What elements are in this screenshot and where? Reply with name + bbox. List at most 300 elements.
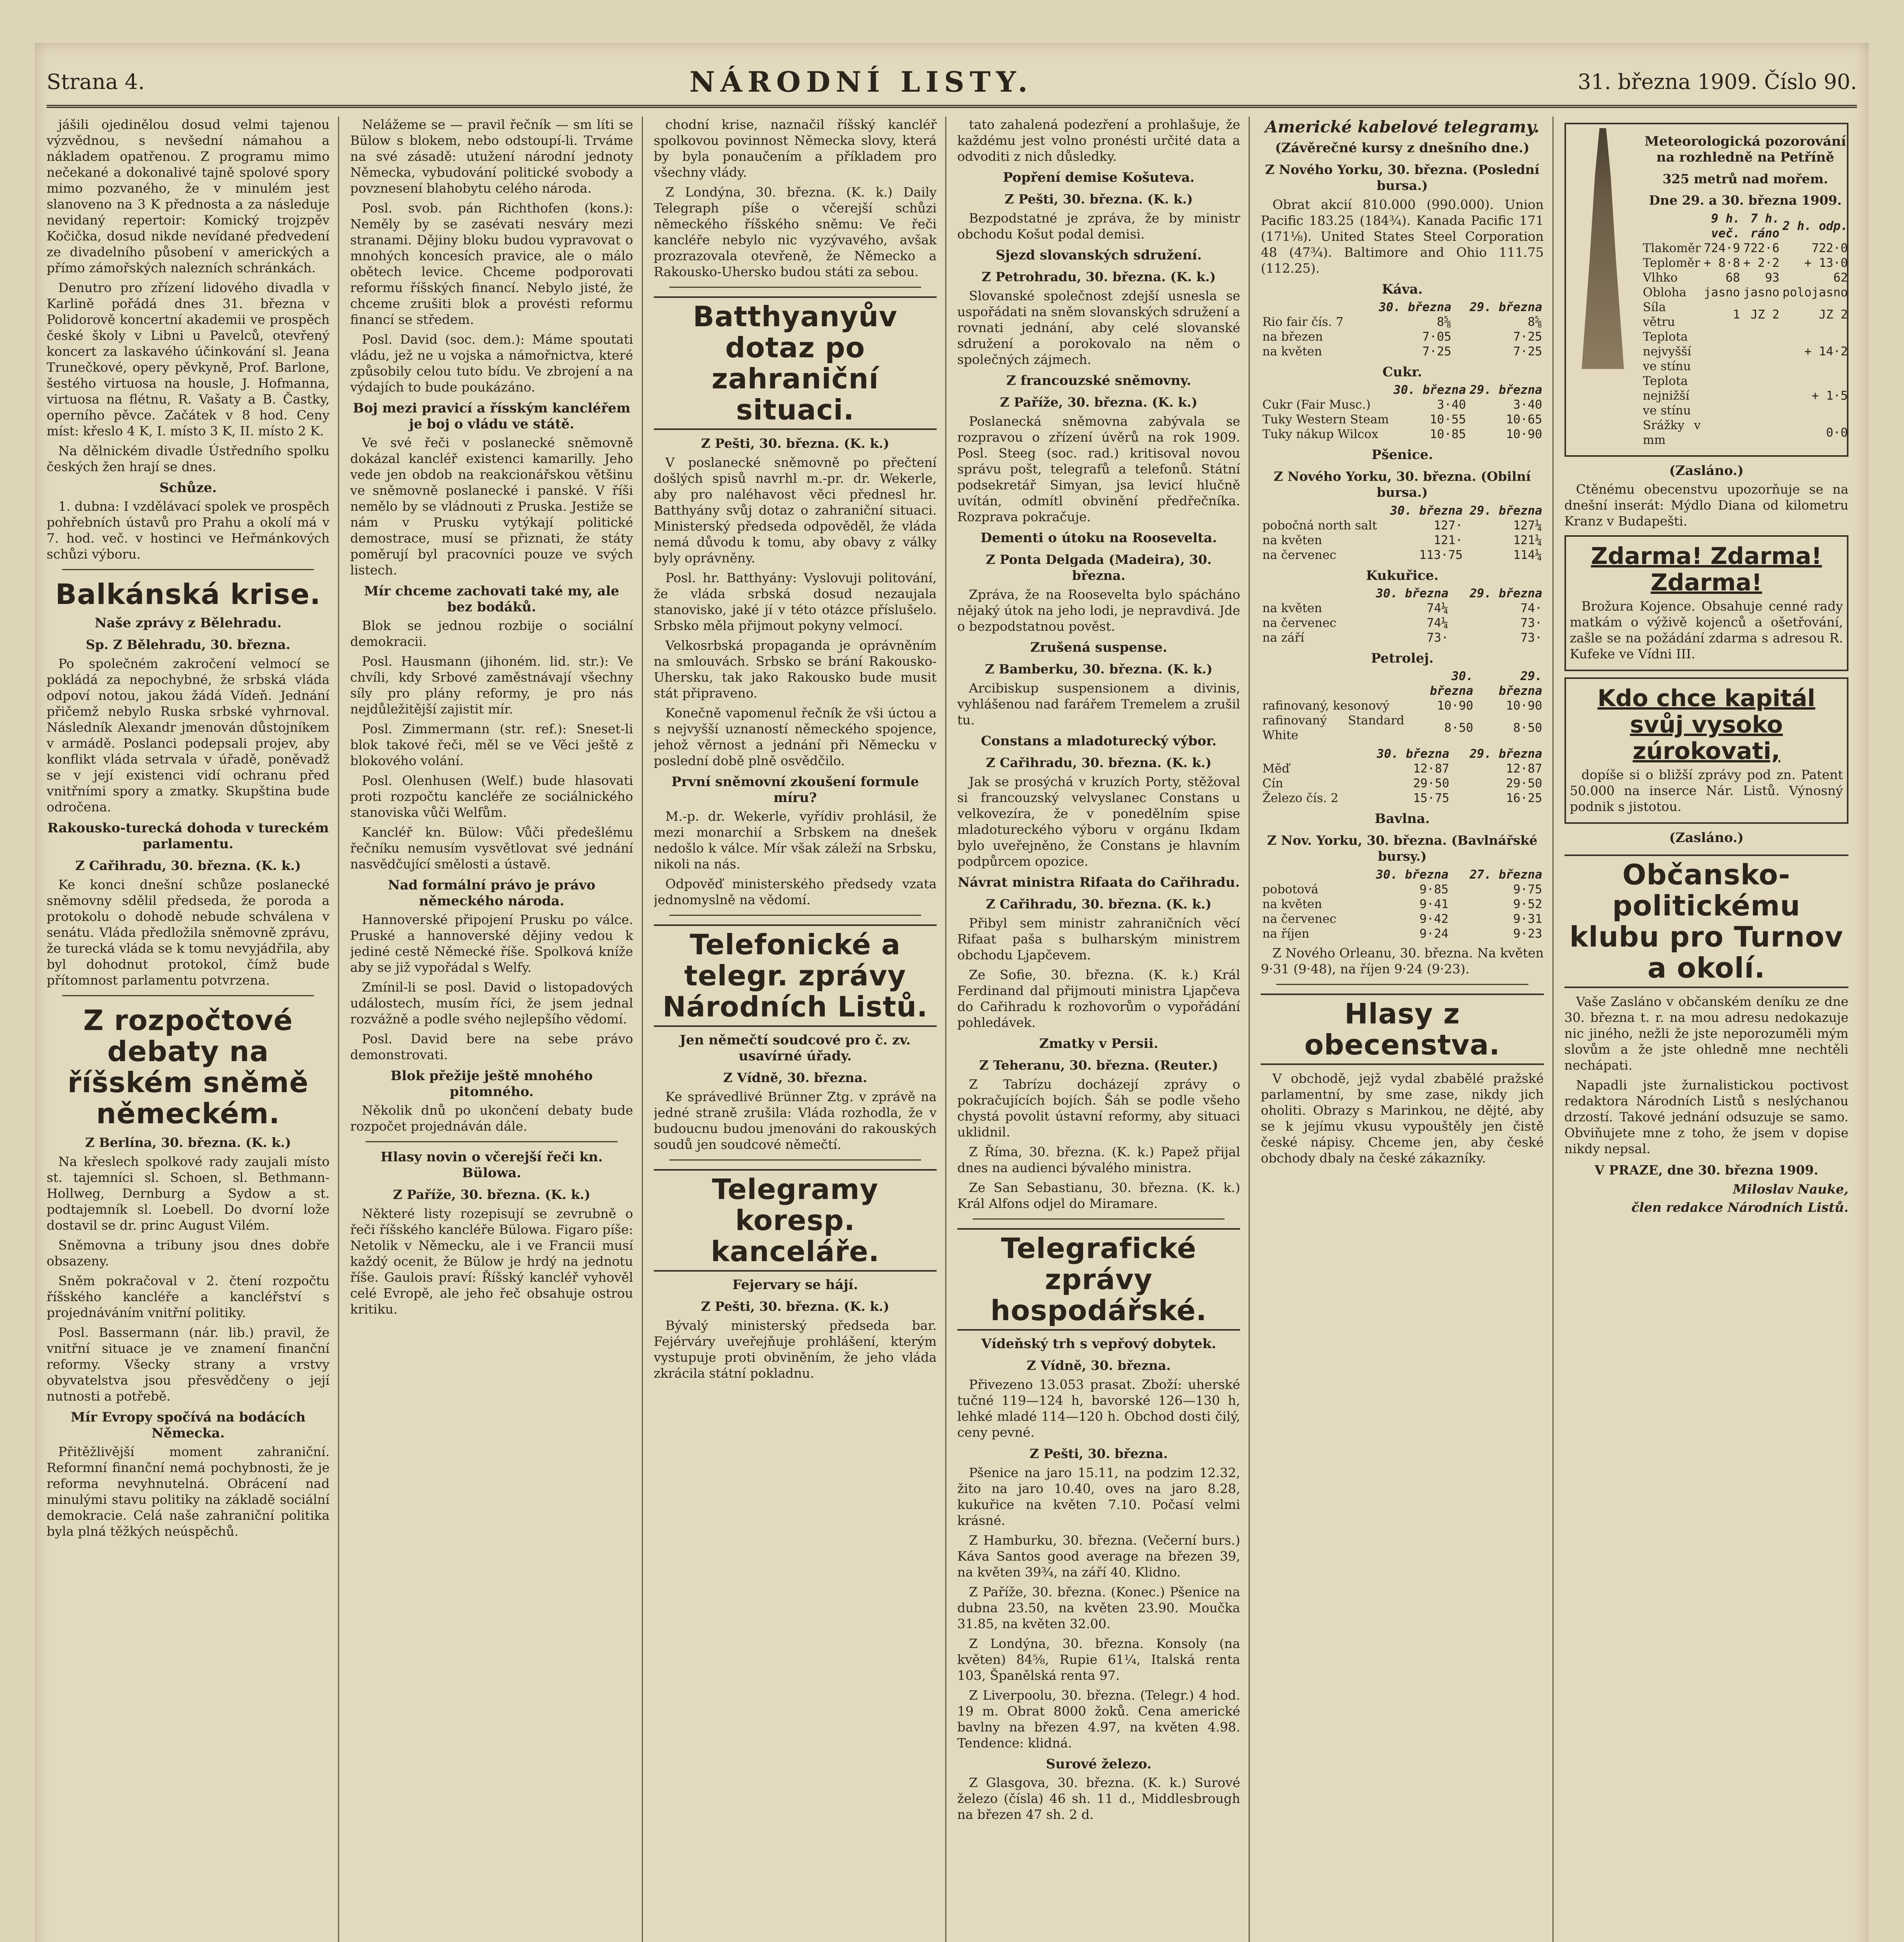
article-paragraph: V obchodě, jejž vydal zbabělé pražské parlamentní, by sme zase, nikdy jich oholiti. Obrazy s Marinkou, ne dějté, aby se k jejímu vkusu vypouštěly jen čistě české nápisy. Chceme jen, aby české obchody dbaly na české zákazníky. [1261,1071,1544,1166]
subheading: První sněmovní zkoušení formule míru? [671,774,919,806]
table-cell: 29. března [1470,383,1542,397]
article-paragraph: Přibyl sem ministr zahraničních věcí Rifaat paša s bulharským ministrem obchodu Ljapčevem. [957,915,1240,962]
table-row-label: Srážky v mm [1643,418,1701,447]
article-paragraph: Po společném zakročení velmocí se pokládá za nepochybné, že srbská vláda odpoví notou, jakou žádá Vídeň. Jednání přičemž nebylo Ruska srbské vyhrnoval. Následník Alexandr jmenován důstojníkem v armádě. Poslanci podepsali projev, aby konflikt vláda setrvala v úřadě, poněvadž se v její existenci vidí ochranu před vnitřními spory a zmatky. Skupština bude odročena. [47,656,330,814]
table-cell: 62 [1833,271,1848,285]
article-paragraph: Odpověď ministerského předsedy vzata jednomyslně na vědomí. [653,876,937,907]
zaslano-heading: (Zasláno.) [1669,463,1744,479]
table-row-label: Měď [1262,762,1290,776]
table-row-label: na říjen [1262,927,1310,941]
table-cell: 10·65 [1506,412,1542,426]
headline-obcansko-politicky-klub: Občansko-politickému klubu pro Turnov a okolí. [1564,854,1848,988]
article-paragraph: Ve své řeči v poslanecké sněmovně dokázal kancléř existenci kamarilly. Jeho vede jen obdob na reakcionářskou většinu ve sněmovně poslanecké i panské. V říši nemělo by se vládnouti z Pruska. Jestiže se nám v Prusku vytýkají politické demostrace, musí se přiznati, že státy poměrují byl pracovníci pouze ve svých listech. [350,435,633,578]
article-paragraph: tato zahalená podezření a prohlašuje, že každému jest volno pronésti určité data a odvoditi z nich důsledky. [957,117,1240,164]
table-row [1261,344,1543,359]
article-paragraph: Posl. Olenhusen (Welf.) bude hlasovati proti rozpočtu kancléře ze sociálnického stanoviska vůči Welfům. [350,773,633,820]
headline-hospodarske: Telegrafické zprávy hospodářské. [957,1228,1240,1331]
issue-date: 31. března 1909. Číslo 90. [1578,69,1857,94]
dateline: Z Berlína, 30. března. (K. k.) [85,1135,291,1150]
table-row-label: na září [1262,631,1305,645]
dateline: Z Pešti, 30. března. (K. k.) [701,1299,890,1314]
table-cell: 29. března [1470,747,1542,761]
column-1 [47,117,339,1942]
table-cell: 7 h. ráno [1750,212,1780,240]
table-cell: + 2·2 [1743,256,1780,270]
table-heading: Bavlna. [1374,811,1430,827]
table-cell: 74¼ [1427,601,1449,615]
article-paragraph: Bývalý ministerský předseda bar. Fejérváry uveřejňuje prohlášení, kterým vystupuje proti obviněním, že jeho vláda zkrácila státní pokladnu. [653,1318,937,1381]
sugar-table [1261,383,1543,442]
dateline: Z Teheranu, 30. března. (Reuter.) [979,1058,1218,1073]
article-paragraph: Přitěžlivější moment zahraniční. Reformní finanční nemá pochybnosti, že je reforma nevyhnutelná. Obrácení nad minulými stavu politiky na základě sociální demokracie. Celá naše zahraniční politika byla plná těžkých neúspěchů. [47,1444,330,1539]
article-intro: jášili ojedinělou dosud velmi tajenou výzvědnou, s nevšední námahou a nákladem opatřenou. Z programu mimo nečekané a dokonalivé tajně spolové spory mimo pozvaného, že v minulém jest slanoveno na 3 K přednosta a za následuje nevidaný repertoir: Komický trojzpěv Kočička, dosud nikde nevídané předvedení ze divadelního působení v amerických a přímo zámořských nalezních schránkách. [47,117,330,275]
article-paragraph: Zpráva, že na Roosevelta bylo spácháno nějaký útok na jeho lodi, je nepravdivá. Jde o bezpodstatnou pověst. [957,587,1240,634]
table-row [1261,412,1543,427]
dateline: Z Bamberku, 30. března. (K. k.) [985,661,1213,677]
meteorology-box [1564,123,1848,457]
table-cell: 73· [1520,616,1542,630]
table-cell: 10·90 [1506,427,1542,441]
table-row [1641,241,1850,256]
table-cell: 114¼ [1513,548,1542,562]
article-paragraph: Denutro pro zřízení lidového divadla v Karlině pořádá dnes 31. března v Polidorově koncertní akademii ve prospěch české školy v Libni u Pavelců, otevřený koncert za laskavého účinkování sl. Jeana Trunečkové, opery pěvkyně, Prof. Barlone, šestého virtuosa na housle, J. Hofmanna, virtuosa na flétnu, R. Vašaty a B. Častky, operního pěvce. Začátek v 8 hod. Ceny míst: křeslo 4 K, I. místo 3 K, II. místo 2 K. [47,280,330,439]
table-row [1261,926,1543,941]
table-header-row [1261,300,1543,315]
table-row-label: na červenec [1262,548,1336,562]
cotton-table [1261,867,1543,941]
table-row [1261,548,1543,562]
table-cell: 9·24 [1419,927,1449,941]
table-cell: 9 h. več. [1711,212,1740,240]
table-cell: 7·05 [1422,330,1451,344]
table-cell: 29. března [1470,300,1542,314]
article-paragraph: Na dělnickém divadle Ústředního spolku českých žen hrají se dnes. [47,443,330,474]
subheading: Zmatky v Persii. [1039,1036,1158,1051]
table-row [1641,329,1850,374]
table-row-label: Síla větru [1643,300,1675,329]
table-row-label: na červenec [1262,912,1336,926]
table-cell: jasno [1704,285,1740,299]
masthead [47,58,1857,108]
table-cell: 121¼ [1513,533,1542,547]
table-cell: 3·40 [1437,398,1466,412]
table-heading: Petrolej. [1371,651,1434,666]
advertisement-kojenec [1564,535,1848,671]
table-row [1641,300,1850,329]
subheading: (Závěrečné kursy z dnešního dne.) [1275,140,1529,156]
article-paragraph: Posl. svob. pán Richthofen (kons.): Neměly by se zasévati nesváry mezi stranami. Dějiny bloku budou vypravovat o mnohých koncesích pravice, ale o málo obětech levice. Chceme podporovati reformu říšských financí. Nebylo jisté, že chceme zrušiti blok a provésti reformu financí se středem. [350,200,633,327]
table-cell [1742,329,1781,374]
table-cell: 74¼ [1427,616,1449,630]
table-cell: 10·90 [1437,699,1474,713]
coffee-table [1261,300,1543,359]
column-6 [1564,117,1857,1942]
table-cell: 10·55 [1430,412,1466,426]
dateline: Z Pešti, 30. března. (K. k.) [1004,191,1193,207]
article-paragraph: Na křeslech spolkové rady zaujali místo st. tajemníci sl. Schoen, sl. Bethmann-Hollweg, Dernburg a Sydow a st. podtajemník sl. Loebell. Do dvorní lože dostavil se dr. princ August Vilém. [47,1154,330,1233]
subheading: Z francouzské sněmovny. [1006,373,1192,388]
column-4 [957,117,1250,1942]
table-row-label [1261,867,1356,882]
article-paragraph: Pšenice na jaro 15.11, na podzim 12.32, žito na jaro 10.40, oves na jaro 8.28, kukuřice na květen 7.10. Počasí velmi krásné. [957,1465,1240,1528]
article-paragraph: Přivezeno 13.053 prasat. Zboží: uherské tučné 119—124 h, bavorské 126—130 h, lehké mladé 114—120 h. Obchod dosti čilý, ceny pevné. [957,1377,1240,1440]
dateline: Z Cařihradu, 30. března. (K. k.) [75,858,301,873]
table-cell: JZ 2 [1819,308,1848,322]
dateline: Z Ponta Delgada (Madeira), 30. března. [986,552,1212,583]
table-cell [1702,374,1742,418]
table-row-label [1261,669,1406,698]
table-row [1261,518,1543,533]
table-cell: 73· [1427,631,1449,645]
article-paragraph: M.-p. dr. Wekerle, vyřídiv prohlásil, že mezi monarchií a Srbskem na dnešek nedošlo k válce. Mír však záleží na Srbsku, nikoli na nás. [653,809,937,872]
table-cell: 9·31 [1513,912,1542,926]
article-paragraph: Z Paříže, 30. března. (Konec.) Pšenice na dubna 23.50, na květen 23.90. Moučka 31.85, na květen 32.00. [957,1584,1240,1631]
table-row-label: Teplota nejvyšší ve stínu [1643,330,1691,373]
table-cell: 8·50 [1513,721,1542,735]
table-cell: 15·75 [1413,791,1449,805]
market-values: Obrat akcií 810.000 (990.000). Union Pacific 183.25 (184¾). Kanada Pacific 171 (171⅛). United States Steel Corporation 48 (47¾). Baltimore and Ohio 111.75 (112.25). [1261,197,1544,276]
table-cell: 113·75 [1419,548,1463,562]
divider [62,995,314,996]
subheading: Fejervary se hájí. [732,1277,858,1293]
article-paragraph: Zmínil-li se posl. David o listopadových událostech, musím říci, že jsem jednal rozvážně a podle svého nejlepšího vědomí. [350,980,633,1027]
table-cell: 121· [1434,533,1463,547]
table-row [1261,616,1543,630]
subheading: Sjezd slovanských sdružení. [995,247,1202,263]
article-paragraph: Posl. Zimmermann (str. ref.): Sneset-li blok takové řeči, měl se ve Věci ještě z blokového volání. [350,721,633,768]
table-row-label: na květen [1262,897,1322,911]
table-row-label: na květen [1262,533,1322,547]
table-cell: 9·42 [1419,912,1449,926]
article-paragraph: Sněmovna a tribuny jsou dnes dobře obsazeny. [47,1237,330,1269]
table-row [1261,776,1543,791]
table-row-label: na březen [1262,330,1323,344]
table-cell: 722·0 [1812,241,1848,255]
table-cell: 7·25 [1513,345,1542,358]
table-heading: Káva. [1381,282,1423,297]
table-row [1641,256,1850,270]
table-cell: 9·41 [1419,897,1449,911]
dateline: Z Pešti, 30. března. [1030,1446,1168,1461]
table-cell: 7·25 [1513,330,1542,344]
table-cell: 27. března [1470,868,1542,882]
table-cell: 30. března [1390,504,1463,518]
table-row-label: Teploměr [1643,256,1700,270]
subheading: Surové železo. [1046,1756,1152,1772]
headline-rozpoctove: Z rozpočtové debaty na říšském sněmě německém. [67,1004,309,1130]
table-cell: 30. března [1376,586,1449,600]
subheading: Blok přežije ještě mnohého pitomného. [390,1068,593,1100]
article-paragraph: Několik dnů po ukončení debaty bude rozpočet projednáván dále. [350,1103,633,1134]
table-row-label: Tlakoměr [1643,241,1701,255]
subheading: Mír chceme zachovati také my, ale bez bodáků. [364,583,619,615]
article-paragraph: Hannoverské připojení Prusku po válce. Pruské a hannoverské dějiny vedou k jediné cestě Německé říše. Spolková kníže aby se již vypořádal s Welfy. [350,912,633,975]
article-paragraph: Posl. David (soc. dem.): Máme spoutati vládu, jež ne u vojska a námořnictva, které způsobily celou tuto bídu. Ve zbrojení a na výdajích to bude poukázáno. [350,332,633,395]
table-heading: Kukuřice. [1366,568,1439,583]
petrin-tower-illustration [1570,128,1636,369]
table-cell: 9·23 [1513,927,1542,941]
table-header-row [1261,669,1543,698]
ad-text: Brožura Kojence. Obsahuje cenné rady matkám o výživě kojenců a ošetřování, zašle se na požádání zdarma s adresou R. Kufeke ve Vídni III. [1570,599,1843,661]
headline-batthyany: Batthyanyův dotaz po zahraniční situaci. [654,296,937,430]
article-paragraph: Slovanské společnost zdejší usnesla se uspořádati na sněm slovanských sdružení a rovnati jednání, aby celé slovanské sdružení a porokovalo na něm o společných zájmech. [957,288,1240,367]
ad-heading: Zdarma! Zdarma! Zdarma! [1590,543,1822,596]
table-cell: 29. března [1470,586,1542,600]
headline-telefonicke: Telefonické a telegr. zprávy Národních Listů. [654,924,937,1027]
table-cell: 29·50 [1506,776,1542,790]
table-row-label: Tuky nákup Wilcox [1262,427,1378,441]
article-paragraph: Napadli jste žurnalistickou poctivost redaktora Národních Listů s neslýchanou drzostí. Takové jednání odsuzuje se samo. Obviňujete mne z toho, že jsem v dopise nikdy nepsal. [1564,1077,1848,1156]
table-cell: 1 [1733,308,1740,322]
table-row-label [1261,747,1358,761]
table-cell: 12·87 [1413,762,1449,776]
meteorology-content [1641,128,1850,451]
table-cell: 724·9 [1704,241,1740,255]
table-row [1261,427,1543,442]
table-row-label: Cín [1262,776,1283,790]
table-row-label: pobočná north salt [1262,519,1377,532]
table-cell: 10·90 [1506,699,1542,713]
subheading: Hlasy novin o včerejší řeči kn. Bülowa. [380,1149,603,1181]
dateline: Z Pešti, 30. března. (K. k.) [701,436,890,451]
advertisement-kapital [1564,677,1848,824]
table-cell: JZ 2 [1750,308,1780,322]
article-paragraph: Velkosrbská propaganda je oprávněním na smlouvách. Srbsko se brání Rakousko-Uhersku, tak jako Rakousko bude musit stát připraveno. [653,638,937,701]
table-cell: 29. března [1498,669,1542,698]
column-5 [1261,117,1553,1942]
meteorology-subheading: 325 metrů nad mořem. [1662,171,1828,186]
table-cell: 8⅝ [1528,315,1542,329]
article-paragraph: Vaše Zasláno v občanském deníku ze dne 30. března t. r. na mou adresu nedokazuje nic jiného, nežli že jste neporozuměli mým slovům a že jste ohledně mne nechtěli nechápati. [1564,994,1848,1073]
ad-heading: Kdo chce kapitál svůj vysoko zúrokovati, [1597,685,1815,765]
article-paragraph: Z Liverpoolu, 30. března. (Telegr.) 4 hod. 19 m. Obrat 8000 žoků. Cena americké bavlny na březen 4.97, na květen 4.98. Tendence: klidná. [957,1688,1240,1751]
signature-title: člen redakce Národních Listů. [1631,1200,1848,1215]
dateline: Z Paříže, 30. března. (K. k.) [393,1187,591,1202]
columns [47,117,1857,1942]
headline-hlasy: Hlasy z obecenstva. [1261,994,1543,1065]
petroleum-table [1261,669,1543,743]
dateline: Z Cařihradu, 30. března. (K. k.) [986,755,1212,770]
article-paragraph: Ze Sofie, 30. března. (K. k.) Král Ferdinand dal přijmouti ministra Ljapčeva do Cařihradu k rozhovorům o vypořádání pohledávek. [957,967,1240,1030]
dateline: Sp. Z Bělehradu, 30. března. [85,637,291,652]
article-paragraph: chodní krise, naznačil říšský kancléř spolkovou povinnost Německa slovy, která by byla ponaučením a příkladem pro všechny vlády. [653,117,937,180]
article-paragraph: Nelážeme se — pravil řečník — sm líti se Bülow s blokem, nebo odstoupí-li. Trváme na své zásadě: utužení národní jednoty Německa, vybudování politické svobody a povznesení blahobytu celého národa. [350,117,633,196]
table-row [1641,374,1850,418]
table-header-row [1261,383,1543,397]
meteorology-date: Dne 29. a 30. března 1909. [1649,193,1842,208]
article-paragraph: Z Nového Orleanu, 30. března. Na květen 9·31 (9·48), na říjen 9·24 (9·23). [1261,945,1544,976]
table-cell: 10·85 [1430,427,1466,441]
table-row-label [1261,300,1362,315]
table-row [1261,630,1543,645]
table-row [1641,285,1850,300]
table-row-label: Vlhko [1643,271,1678,285]
table-row [1261,912,1543,926]
divider [62,569,314,570]
divider [669,1159,921,1161]
table-row [1261,791,1543,806]
subheading: Boj mezi pravicí a řísským kancléřem je boj o vládu ve státě. [353,400,631,432]
article-paragraph: Ze San Sebastianu, 30. března. (K. k.) Král Alfons odjel do Miramare. [957,1180,1240,1211]
table-row [1641,418,1850,447]
article-paragraph: Z Hamburku, 30. března. (Večerní burs.) Káva Santos good average na březen 39, na květen 39¾, na září 40. Klidno. [957,1533,1240,1580]
article-paragraph: Ctěnému obecenstvu upozorňuje se na dnešní inserát: Mýdlo Diana od kilometru Kranz v Budapešti. [1564,482,1848,529]
table-cell: + 1·5 [1812,389,1848,403]
table-row-label: na červenec [1262,616,1336,630]
table-cell: 722·6 [1743,241,1780,255]
dateline: Z Nového Yorku, 30. března. (Poslední bursa.) [1265,162,1540,193]
subheading: Dementi o útoku na Roosevelta. [980,530,1217,546]
table-row [1261,329,1543,344]
article-paragraph: Z Londýna, 30. března. Konsoly (na květen) 84⅝, Rupie 61¼, Italská renta 103, Španělská renta 97. [957,1636,1240,1683]
table-row-label [1641,211,1702,241]
table-cell: 29·50 [1413,776,1449,790]
table-heading: Cukr. [1382,364,1422,380]
article-paragraph: Posl. David bere na sebe právo demonstrovati. [350,1031,633,1062]
table-header-row [1641,211,1850,241]
table-row [1261,713,1543,743]
subheading: Mír Evropy spočívá na bodácích Německa. [70,1410,306,1441]
table-cell [1742,374,1781,418]
table-row-label: Rio fair čís. 7 [1262,315,1344,329]
table-cell: 127· [1434,519,1463,532]
table-row-label [1261,503,1385,518]
subheading: Vídeňský trh s vepřový dobytek. [981,1336,1216,1352]
dateline: V PRAZE, dne 30. března 1909. [1594,1162,1819,1178]
dateline: Z Cařihradu, 30. března. (K. k.) [986,896,1212,912]
article-paragraph: Z Londýna, 30. března. (K. k.) Daily Telegraph píše o včerejší schůzi německého říšského sněmu: Ve řeči kancléře nebylo nic vyzývavého, avšak prozrazovala otevřeně, že Německo a Rakousko-Uhersko budou státi za sebou. [653,184,937,279]
table-row-label: rafinovaný, kesonový [1262,699,1390,713]
article-paragraph: Posl. Bassermann (nár. lib.) pravil, že vnitřní situace je ve znamení finanční reformy. Všecky strany a vrstvy obyvatelstva jsou přesvědčeny o její nutnosti a potřebě. [47,1325,330,1404]
table-cell: 30. března [1430,669,1474,698]
table-cell: 30. března [1376,868,1449,882]
article-paragraph: Bezpodstatné je zpráva, že by ministr obchodu Košut podal demisi. [957,211,1240,242]
table-header-row [1261,586,1543,601]
zaslano-heading: (Zasláno.) [1669,830,1744,846]
table-row [1261,761,1543,776]
article-paragraph: Sněm pokračoval v 2. čtení rozpočtu říšského kancléře a kancléřství s projednáváním vnitřní politiky. [47,1273,330,1320]
table-cell: 74· [1520,601,1542,615]
wheat-table [1261,503,1543,562]
section-heading-schuze: Schůze. [159,480,217,496]
subheading: Zrušená suspense. [1030,640,1167,655]
table-row [1261,315,1543,329]
table-row [1261,698,1543,713]
subheading: Constans a mladoturecký výbor. [981,733,1217,749]
table-cell: 73· [1520,631,1542,645]
divider [973,1218,1225,1220]
headline-balkan: Balkánská krise. [55,578,321,611]
column-2 [350,117,643,1942]
table-row-label: Tuky Western Steam [1262,412,1389,426]
subheading: Jen němečtí soudcové pro č. zv. usavírné úřady. [679,1032,911,1064]
table-cell: 0·0 [1826,426,1848,440]
table-row [1261,533,1543,548]
table-cell [1702,329,1742,374]
table-cell: 68 [1725,271,1740,285]
table-header-row [1261,503,1543,518]
market-heading: Americké kabelové telegramy. [1265,117,1540,136]
newspaper-title: NÁRODNÍ LISTY. [689,65,1033,98]
page-number: Strana 4. [47,69,145,94]
article-paragraph: Některé listy rozepisují se zevrubně o řeči říšského kancléře Bülowa. Figaro píše: Netolik v Německu, ale i ve Francii musí každý ocenit, že Bülow je hrdý na jednotu říše. Gaulois praví: Říšský kancléř vyhověl celé Evropě, ale jeho řeč obsahuje ostrou kritiku. [350,1206,633,1317]
article-paragraph: Poslanecká sněmovna zabývala se rozpravou o zřízení úvěrů na rok 1909. Posl. Steeg (soc. rad.) kritisoval novou správu pošt, telegrafů a telefonů. Státní podsekretář Simyan, jsa levicí hlučně uvítán, odmítl obvinění předřečníka. Rozprava pokračuje. [957,414,1240,524]
article-paragraph: Blok se jednou rozbije o sociální demokracii. [350,618,633,649]
divider [669,287,921,288]
table-cell: 9·75 [1513,882,1542,896]
table-row-label: pobotová [1262,882,1319,896]
article-paragraph: Posl. hr. Batthyány: Vyslovuji politování, že vláda srbská dosud nezaujala stanovisko, jaké jí v této otázce příslušelo. Srbsko měla přijmout pokyny velmocí. [653,570,937,633]
subheading: Naše zprávy z Bělehradu. [94,615,282,631]
table-cell: 3·40 [1513,398,1542,412]
table-cell: 127¼ [1513,519,1542,532]
table-cell: jasno [1743,285,1780,299]
table-header-row [1261,867,1543,882]
article-paragraph: Arcibiskup suspensionem a divinis, vyhlášenou nad farářem Tremelem a zrušil tu. [957,680,1240,727]
dateline: Z Vídně, 30. března. [1026,1358,1171,1373]
subheading: Návrat ministra Rifaata do Cařihradu. [958,875,1240,890]
table-row-label: Cukr (Fair Musc.) [1262,398,1371,412]
article-paragraph: Ke správedlivé Brünner Ztg. v zprávě na jedné straně zrušila: Vláda rozhodla, že v budoucnu budou jmenováni do rakouských soudů jen soudcové němečtí. [653,1089,937,1152]
table-cell: 30. března [1376,747,1449,761]
dateline: Z Paříže, 30. března. (K. k.) [1000,395,1198,410]
table-cell: polojasno [1782,285,1848,299]
meteorology-heading: Meteorologická pozorování na rozhledně na Petříně [1644,134,1846,165]
article-paragraph: Z Glasgova, 30. března. (K. k.) Surové železo (čísla) 46 sh. 11 d., Middlesbrough na březen 47 sh. 2 d. [957,1775,1240,1822]
table-cell: + 14·2 [1804,345,1848,358]
signature-name: Miloslav Nauke, [1733,1182,1848,1197]
dateline: Z Nov. Yorku, 30. března. (Bavlnářské bursy.) [1267,833,1538,864]
table-cell: 8·50 [1444,721,1474,735]
table-row [1261,897,1543,912]
table-row-label: Obloha [1643,285,1686,299]
table-row-label: Železo čís. 2 [1262,791,1338,805]
table-cell: + 13·0 [1804,256,1848,270]
article-paragraph: Konečně vapomenul řečník že vši úctou a s nejvyšší uznaností německého spojence, jehož věrnost a jednání při Německu v poslední době plně osvědčilo. [653,705,937,768]
table-cell: 30. března [1393,383,1466,397]
article-paragraph: Jak se prosýchá v kruzích Porty, stěžoval si francouzský velvyslanec Constans u velkovezíra, že v ponedělním spise mladotureckého výboru v orgánu Ikdam bylo uveřejněno, že Constans je hlavním podpůrcem opozice. [957,774,1240,869]
article-paragraph: Posl. Hausmann (jihoném. lid. str.): Ve chvíli, kdy Srbové zaměstnávají všechny síly pro plány reformy, je pro nás nejdůležitější zajistit mír. [350,654,633,717]
table-row-label: rafinovaný Standard White [1262,713,1404,742]
table-cell: 8⅝ [1437,315,1451,329]
table-cell: 29. března [1470,504,1542,518]
table-row [1261,882,1543,897]
column-3 [654,117,946,1942]
divider [669,915,921,916]
table-heading: Pšenice. [1371,447,1433,463]
table-cell: 9·85 [1419,882,1449,896]
table-cell: 7·25 [1422,345,1451,358]
table-cell: 93 [1765,271,1780,285]
table-cell: 16·25 [1506,791,1542,805]
article-paragraph: V poslanecké sněmovně po přečtení došlých spisů navrhl m.-pr. dr. Wekerle, aby pro naléhavost věci přednesl hr. Batthyány svůj dotaz o zahraniční situaci. Ministerský předseda odpověděl, že vláda nemá důvodu k tomu, aby obavy z války byly oprávněny. [653,455,937,566]
metals-table [1261,747,1543,806]
table-row-label: Teplota nejnižší ve stínu [1643,374,1691,418]
table-row-label [1261,586,1356,601]
article-paragraph: Z Říma, 30. března. (K. k.) Papež přijal dnes na audienci bývalého ministra. [957,1144,1240,1175]
table-header-row [1261,747,1543,761]
table-cell [1742,418,1781,447]
ad-text: dopíše si o bližší zprávy pod zn. Patent 50.000 na inserce Nár. Listů. Výnosný podnik s jistotou. [1570,767,1843,814]
dateline: Z Nového Yorku, 30. března. (Obilní bursa.) [1273,469,1531,500]
table-cell: 12·87 [1506,762,1542,776]
subheading: Popření demise Košuteva. [1003,170,1195,185]
table-cell [1702,418,1742,447]
table-row [1261,397,1543,412]
divider [366,1141,617,1142]
subheading: Rakousko-turecká dohoda v tureckém parlamentu. [47,820,329,852]
corn-table [1261,586,1543,645]
